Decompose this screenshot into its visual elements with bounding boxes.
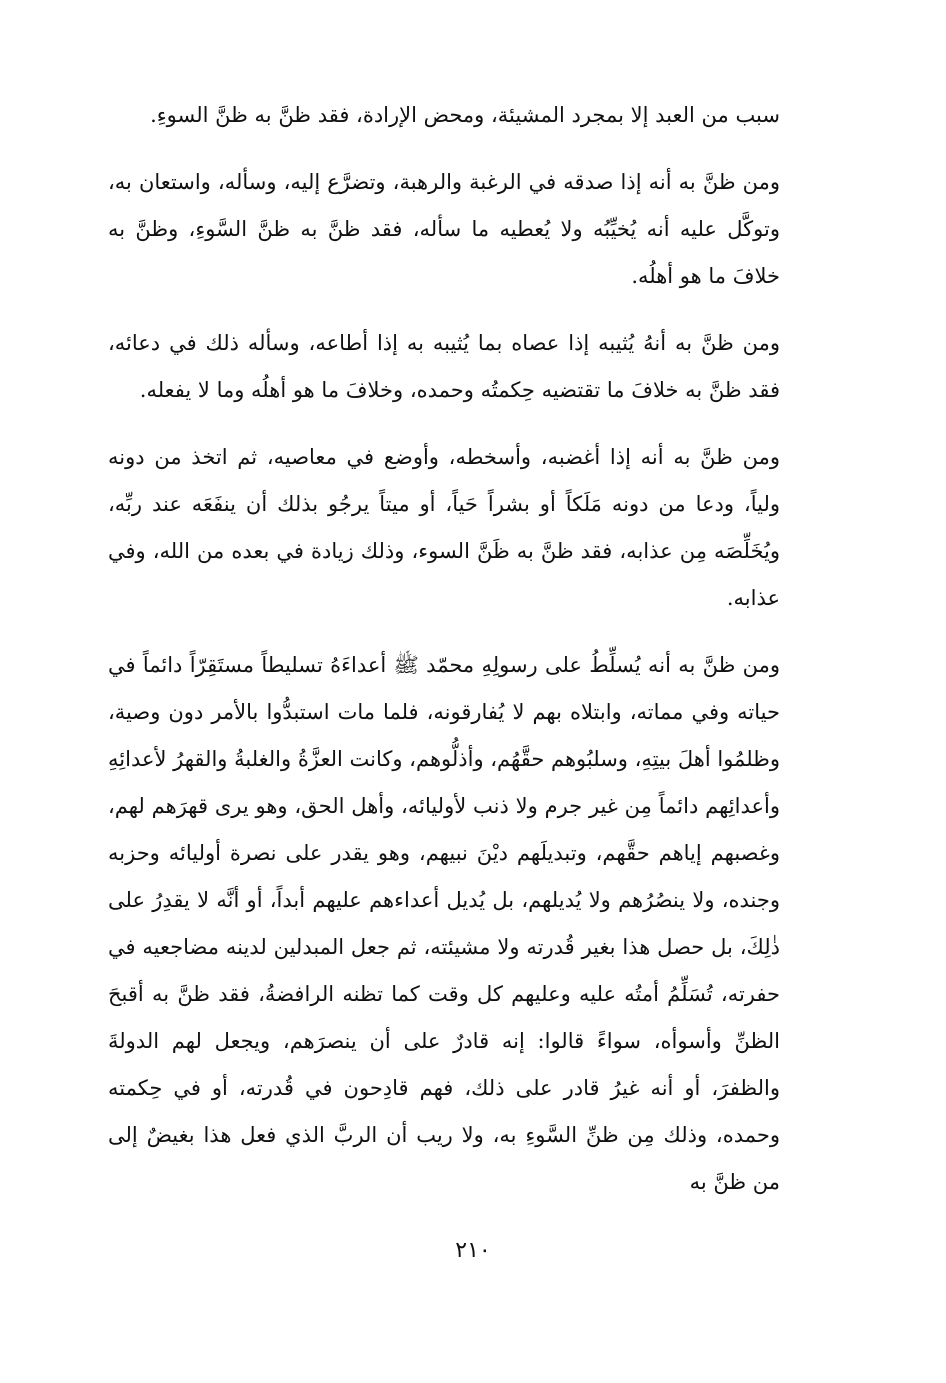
page-body (108, 92, 780, 1206)
paragraph-3: ومن ظنَّ به أنهُ يُثيبه إذا عصاه بما يُثيبه به إذا أطاعه، وسأله ذلك في دعائه، فقد ظنَّ به خلافَ ما تقتضيه حِكمتُه وحمده، وخلافَ ما هو أهلُه وما لا يفعله. (108, 331, 780, 402)
paragraph-1: سبب من العبد إلا بمجرد المشيئة، ومحض الإرادة، فقد ظنَّ به ظنَّ السوءِ. (150, 103, 780, 127)
paragraph-2: ومن ظنَّ به أنه إذا صدقه في الرغبة والرهبة، وتضرَّع إليه، وسأله، واستعان به، وتوكَّل عليه أنه يُخيِّبُه ولا يُعطيه ما سأله، فقد ظنَّ به ظنَّ السَّوءِ، وظنَّ به خلافَ ما هو أهلُه. (108, 170, 780, 288)
paragraph-5: ومن ظنَّ به أنه يُسلِّطُ على رسولِهِ محمّد ﷺ أعداءَهُ تسليطاً مستَقِرّاً دائماً في حياته وفي مماته، وابتلاه بهم لا يُفارقونه، فلما مات استبدُّوا بالأمر دون وصية، وظلمُوا أهلَ بيتِهِ، وسلبُوهم حقَّهُم، وأذلُّوهم، وكانت العزَّةُ والغلبةُ والقهرُ لأعدائِهِ وأعدائِهم دائماً مِن غير جرم ولا ذنب لأوليائه، وأهل الحق، وهو يرى قهرَهم لهم، وغصبهم إياهم حقَّهم، وتبديلَهم ديْنَ نبيهم، وهو يقدر على نصرة أوليائه وحزبه وجنده، ولا ينصُرُهم ولا يُديلهم، بل يُديل أعداءهم عليهم أبداً، أو أنَّه لا يقدِرُ على ذٰلِكَ، بل حصل هذا بغير قُدرته ولا مشيئته، ثم جعل المبدلين لدينه مضاجعيه في حفرته، تُسَلِّمُ أمتُه عليه وعليهم كل وقت كما تظنه الرافضةُ، فقد ظنَّ به أقبحَ الظنِّ وأسوأه، سواءً قالوا: إنه قادرٌ على أن ينصرَهم، ويجعل لهم الدولةَ والظفرَ، أو أنه غيرُ قادر على ذلك، فهم قادِحون في قُدرته، أو في حِكمته وحمده، وذلك مِن ظنِّ السَّوءِ به، ولا ريب أن الربَّ الذي فعل هذا بغيضٌ إلى من ظنَّ به (108, 653, 780, 1194)
paragraph-4: ومن ظنَّ به أنه إذا أغضبه، وأسخطه، وأوضع في معاصيه، ثم اتخذ من دونه ولياً، ودعا من دونه مَلَكاً أو بشراً حَياً، أو ميتاً يرجُو بذلك أن ينفَعَه عند ربِّه، ويُخَلِّصَه مِن عذابه، فقد ظنَّ به ظَنَّ السوء، وذلك زيادة في بعده من الله، وفي عذابه. (108, 445, 780, 610)
page-number: ٢١٠ (455, 1238, 491, 1263)
